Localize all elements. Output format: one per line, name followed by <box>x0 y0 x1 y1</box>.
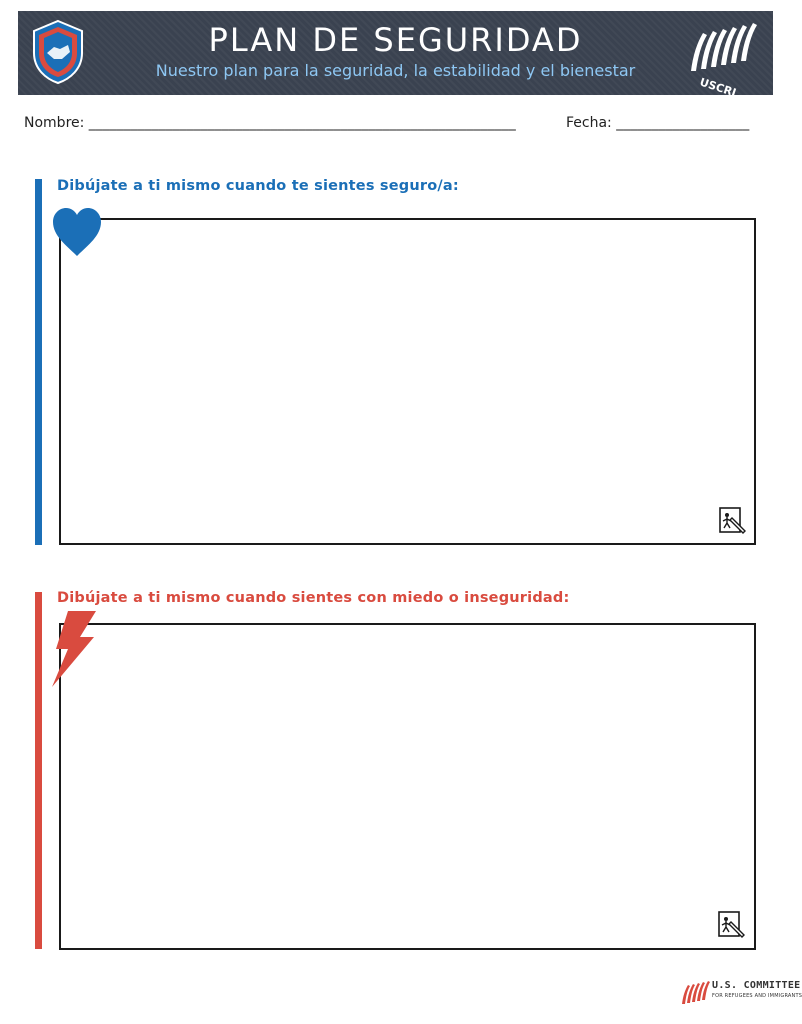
safe-drawing-area[interactable] <box>59 218 756 545</box>
footer-org-name: U.S. COMMITTEE <box>712 980 801 991</box>
drawing-pencil-icon <box>718 506 748 536</box>
fear-drawing-area[interactable] <box>59 623 756 950</box>
footer-logo <box>680 976 802 1008</box>
heart-icon <box>51 206 103 258</box>
lightning-bolt-icon <box>48 609 100 689</box>
safe-section-prompt: Dibújate a ti mismo cuando te sientes seguro/a: <box>57 178 459 194</box>
page-subtitle: Nuestro plan para la seguridad, la estabilidad y el bienestar <box>155 61 636 80</box>
page-title: PLAN DE SEGURIDAD <box>208 21 583 59</box>
header-banner <box>18 11 773 100</box>
safe-section-accent-bar <box>35 179 42 545</box>
name-field[interactable]: Nombre: _____________________________________________________________ <box>24 115 516 131</box>
fear-section-prompt: Dibújate a ti mismo cuando sientes con miedo o inseguridad: <box>57 590 570 606</box>
uscri-logo-text: USCRI <box>698 75 738 100</box>
date-field[interactable]: Fecha: ___________________ <box>566 115 750 131</box>
fear-section-accent-bar <box>35 592 42 949</box>
footer-org-subtitle: FOR REFUGEES AND IMMIGRANTS <box>712 993 802 999</box>
footer-logo-mark <box>680 976 710 1008</box>
drawing-pencil-icon <box>717 910 747 940</box>
uscri-logo <box>683 19 761 100</box>
